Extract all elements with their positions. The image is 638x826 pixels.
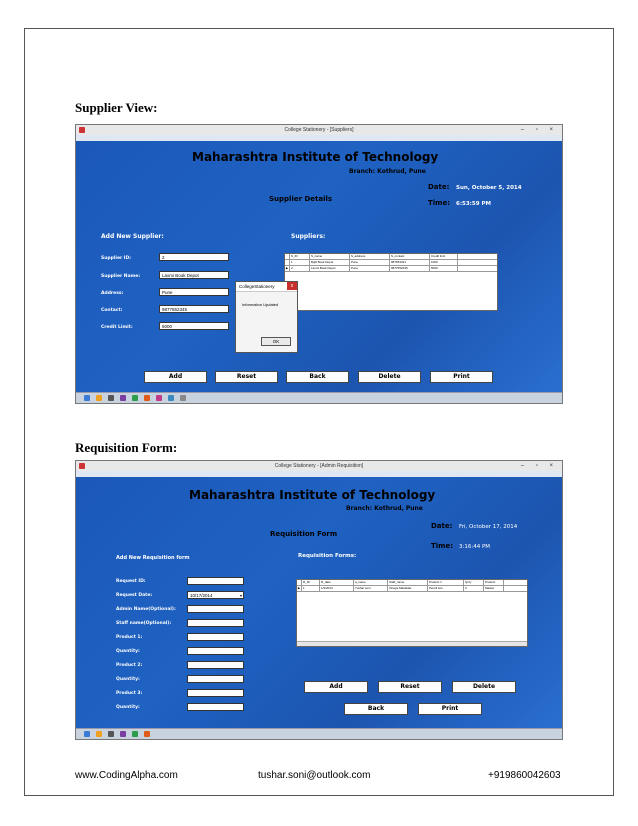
suppliers-grid[interactable] (284, 253, 498, 311)
print-button[interactable]: Print (430, 371, 493, 383)
grid-cell[interactable]: Pune (350, 266, 390, 271)
grid-cell[interactable]: 1000 (430, 260, 458, 265)
grid-cell[interactable]: Pune (350, 260, 390, 265)
branch-label: Branch: Kothrud, Pune (346, 505, 423, 512)
delete-button[interactable]: Delete (452, 681, 516, 693)
reset-button[interactable]: Reset (215, 371, 278, 383)
app-icon[interactable] (156, 395, 162, 401)
quantity-3-label: Quantity: (116, 705, 140, 710)
credit-limit-input[interactable]: 5000 (159, 322, 229, 330)
date-value: Sun, October 5, 2014 (456, 185, 522, 191)
address-label: Address: (101, 291, 124, 296)
institute-title: Maharashtra Institute of Technology (189, 488, 436, 502)
dialog-message: Information Updated (242, 302, 279, 307)
contact-label: Contact: (101, 308, 123, 313)
grid-cell[interactable]: 5000 (430, 266, 458, 271)
grid-column-header[interactable]: R_date (320, 580, 354, 585)
grid-cell[interactable]: Tushar soni (354, 586, 388, 591)
app-icon[interactable] (132, 731, 138, 737)
suppliers-label: Suppliers: (291, 233, 326, 240)
time-value: 6:53:59 PM (456, 201, 491, 207)
window-controls[interactable]: – ▫ × (520, 463, 558, 469)
grid-cell[interactable]: 2 (290, 266, 310, 271)
quantity-1-label: Quantity: (116, 649, 140, 654)
grid-column-header[interactable]: a_name (354, 580, 388, 585)
footer-email[interactable]: tushar.soni@outlook.com (258, 770, 371, 781)
admin-name-label: Admin Name(Optional): (116, 607, 176, 612)
requisition-forms-grid[interactable] (296, 579, 528, 647)
date-label: Date: (431, 522, 453, 530)
taskbar (76, 392, 562, 403)
window-title: College Stationery - [Suppliers] (284, 127, 354, 133)
back-button[interactable]: Back (286, 371, 349, 383)
grid-cell[interactable]: 3 (464, 586, 484, 591)
supplier-id-label: Supplier ID: (101, 256, 132, 261)
table-row[interactable] (285, 266, 497, 272)
print-button[interactable]: Print (418, 703, 482, 715)
credit-limit-label: Credit Limit: (101, 325, 133, 330)
grid-cell[interactable]: 9877652345 (390, 266, 430, 271)
grid-column-header[interactable]: R_ID (302, 580, 320, 585)
form-canvas (76, 141, 562, 393)
time-label: Time: (431, 542, 454, 550)
info-dialog (235, 281, 298, 353)
quantity-2-label: Quantity: (116, 677, 140, 682)
section-heading-supplier-view: Supplier View: (75, 100, 158, 115)
grid-column-header[interactable]: Credit limit (430, 254, 458, 259)
grid-cell[interactable]: 987654321 (390, 260, 430, 265)
app-icon (79, 127, 85, 133)
grid-cell[interactable]: Vinaya Mahaldar (388, 586, 428, 591)
explorer-icon[interactable] (96, 731, 102, 737)
form-canvas (76, 477, 562, 729)
window-controls[interactable]: – ▫ × (520, 127, 558, 133)
contact-input[interactable]: 9877652345 (159, 305, 229, 313)
request-date-value: 10/17/2014 (190, 593, 213, 598)
requisition-forms-label: Requisition Forms: (298, 553, 357, 559)
grid-cell[interactable]: 1 (302, 586, 320, 591)
request-date-label: Request Date: (116, 593, 153, 598)
grid-cell[interactable]: 1 (290, 260, 310, 265)
grid-column-header[interactable]: Product (484, 580, 504, 585)
app-icon[interactable] (144, 395, 150, 401)
quantity-1-input[interactable] (187, 647, 244, 655)
time-value: 3:16:44 PM (459, 544, 491, 550)
grid-column-header[interactable]: S_ID (290, 254, 310, 259)
footer-phone: +919860042603 (488, 770, 561, 781)
ok-button[interactable]: OK (261, 337, 291, 346)
app-icon[interactable] (180, 395, 186, 401)
product-1-input[interactable] (187, 633, 244, 641)
app-icon[interactable] (108, 395, 114, 401)
reset-button[interactable]: Reset (378, 681, 442, 693)
window-title: College Stationery - [Admin Requisition] (274, 463, 364, 469)
address-input[interactable]: Pune (159, 288, 229, 296)
grid-cell[interactable]: Laxmi Book Depot (310, 266, 350, 271)
back-button[interactable]: Back (344, 703, 408, 715)
taskbar (76, 728, 562, 739)
add-new-requisition-label: Add New Requisition form (116, 555, 190, 561)
admin-name-input[interactable] (187, 605, 244, 613)
product-3-input[interactable] (187, 689, 244, 697)
grid-column-header[interactable]: Product 1 (428, 580, 464, 585)
app-icon[interactable] (120, 395, 126, 401)
explorer-icon[interactable] (96, 395, 102, 401)
time-label: Time: (428, 199, 451, 207)
supplier-name-label: Supplier Name: (101, 274, 141, 279)
grid-column-header[interactable]: S_name (310, 254, 350, 259)
grid-column-header[interactable]: S_address (350, 254, 390, 259)
supplier-name-input[interactable]: Laxmi Book Depot (159, 271, 229, 279)
window-titlebar (76, 461, 562, 471)
product-2-input[interactable] (187, 661, 244, 669)
staff-name-label: Staff name(Optional): (116, 621, 172, 626)
date-value: Fri, October 17, 2014 (459, 524, 518, 530)
table-row[interactable] (297, 586, 527, 592)
grid-column-header[interactable]: S_contact (390, 254, 430, 259)
grid-column-header[interactable]: Qnty (464, 580, 484, 585)
grid-cell[interactable]: Marker (484, 586, 504, 591)
start-icon[interactable] (84, 395, 90, 401)
grid-cell[interactable]: 1/2/2014 (320, 586, 354, 591)
quantity-2-input[interactable] (187, 675, 244, 683)
request-id-label: Request ID: (116, 579, 146, 584)
app-icon[interactable] (108, 731, 114, 737)
quantity-3-input[interactable] (187, 703, 244, 711)
app-icon[interactable] (168, 395, 174, 401)
product-3-label: Product 3: (116, 691, 143, 696)
horizontal-scrollbar[interactable] (297, 641, 527, 646)
requisition-form-screenshot (75, 460, 563, 740)
row-selector-icon[interactable]: ▶ (285, 266, 289, 270)
close-icon[interactable]: x (287, 282, 297, 290)
start-icon[interactable] (84, 731, 90, 737)
grid-cell[interactable]: BgR Book Depot (310, 260, 350, 265)
page-title: Requisition Form (270, 530, 338, 538)
app-icon[interactable] (144, 731, 150, 737)
product-1-label: Product 1: (116, 635, 143, 640)
date-label: Date: (428, 183, 450, 191)
request-date-picker[interactable] (187, 591, 244, 599)
add-button[interactable]: Add (144, 371, 207, 383)
branch-label: Branch: Kothrud, Pune (349, 168, 426, 175)
app-icon[interactable] (132, 395, 138, 401)
delete-button[interactable]: Delete (358, 371, 421, 383)
dialog-title: CollegeStationery (236, 282, 297, 292)
section-heading-requisition-form: Requisition Form: (75, 440, 178, 455)
grid-column-header[interactable]: Staff_name (388, 580, 428, 585)
grid-cell[interactable]: Pencil box (428, 586, 464, 591)
app-icon (79, 463, 85, 469)
chevron-down-icon[interactable]: ▾ (239, 593, 242, 598)
page-title: Supplier Details (269, 195, 333, 203)
product-2-label: Product 2: (116, 663, 143, 668)
add-button[interactable]: Add (304, 681, 368, 693)
app-icon[interactable] (120, 731, 126, 737)
window-titlebar (76, 125, 562, 135)
supplier-view-screenshot (75, 124, 563, 404)
row-selector-icon[interactable]: ▶ (297, 586, 301, 590)
footer-website[interactable]: www.CodingAlpha.com (75, 770, 178, 781)
add-new-supplier-label: Add New Supplier: (101, 233, 164, 240)
supplier-id-input[interactable]: 2 (159, 253, 229, 261)
request-id-input[interactable] (187, 577, 244, 585)
staff-name-input[interactable] (187, 619, 244, 627)
institute-title: Maharashtra Institute of Technology (192, 150, 439, 164)
